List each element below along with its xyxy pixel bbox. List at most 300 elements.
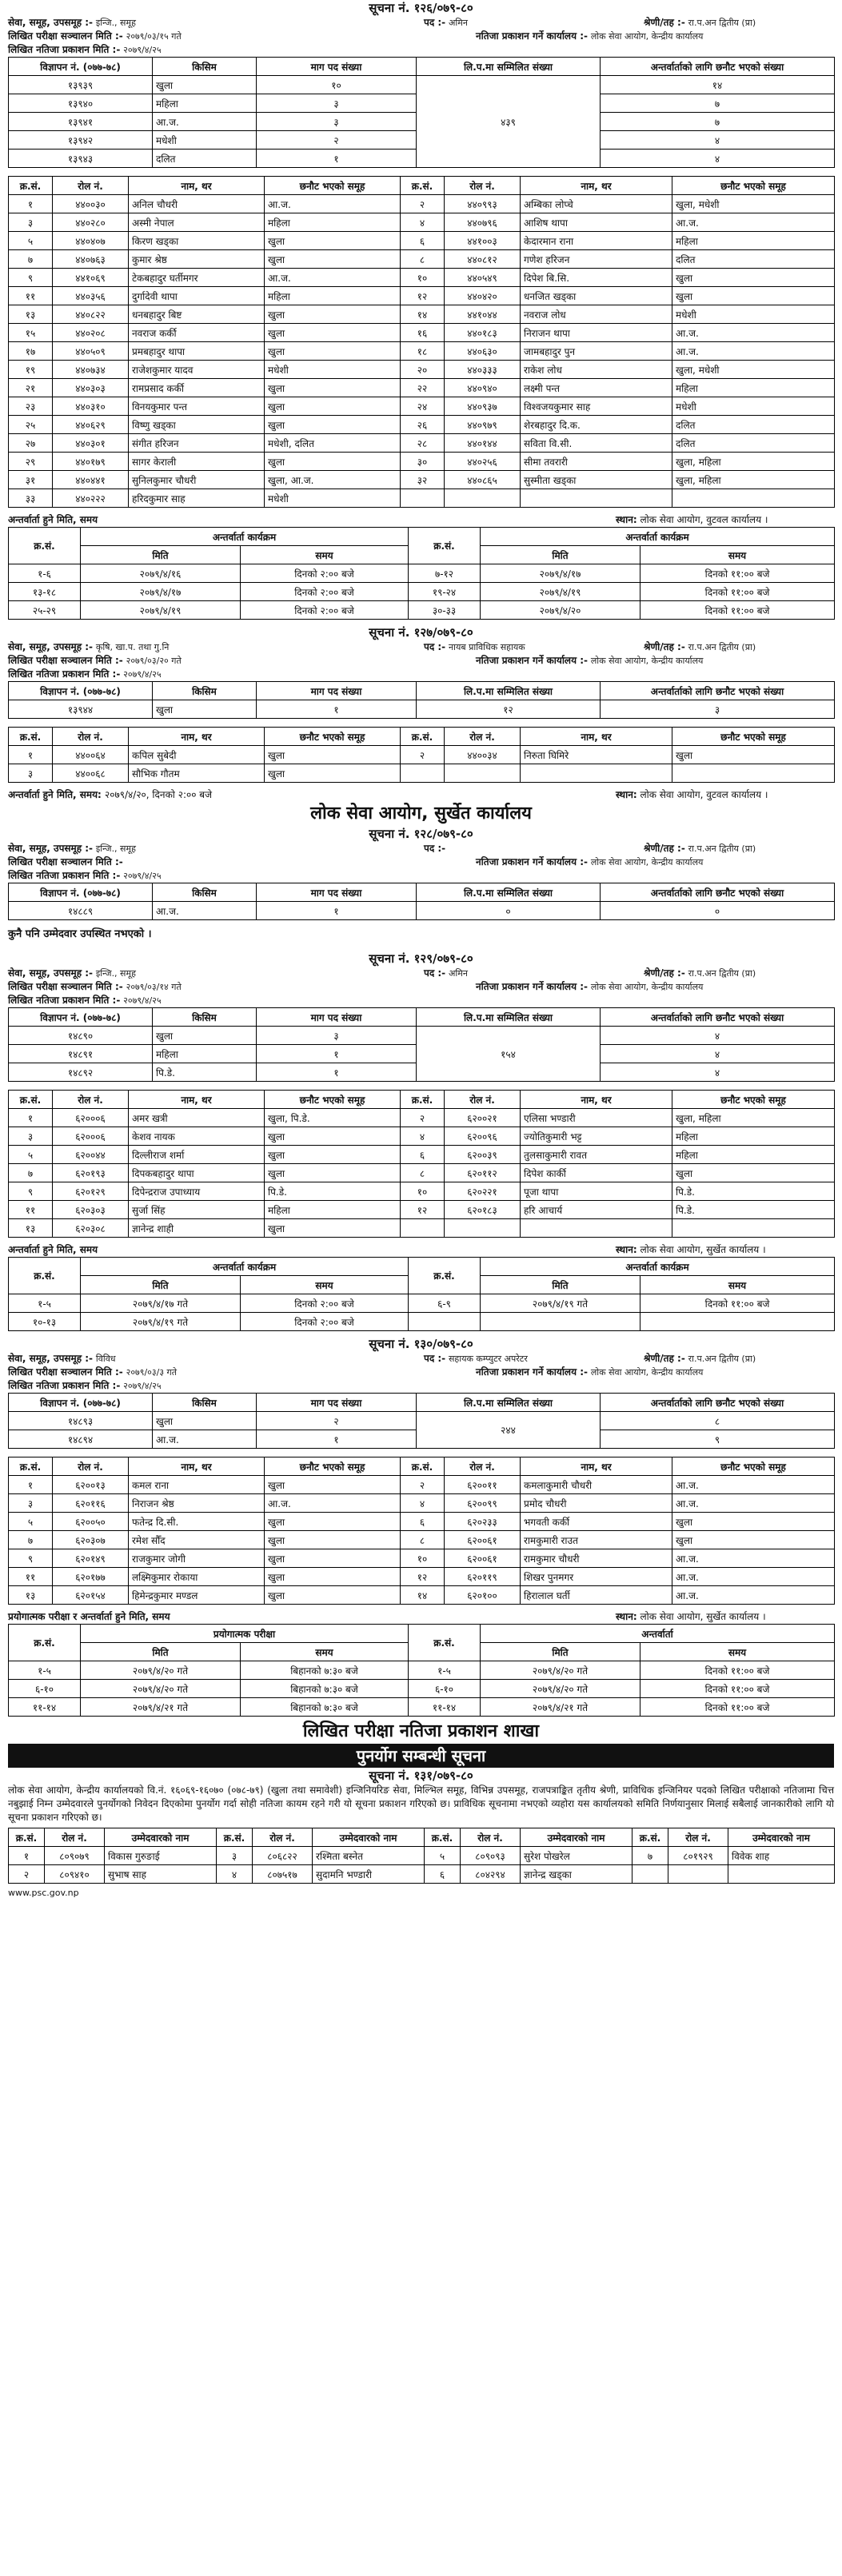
table-cell: महिला: [265, 213, 401, 232]
table-cell: ३: [9, 1494, 53, 1513]
table-row: १३९४१ आ.ज. ३ ७: [9, 113, 835, 131]
table-cell: कपिल सुबेदी: [129, 746, 265, 764]
table-cell: ७: [9, 1164, 53, 1182]
table-cell: सीमा तवरारी: [521, 453, 672, 471]
table-cell: ६२०००६: [53, 1109, 129, 1127]
table-cell: ४४०७६३: [53, 250, 129, 269]
table-cell: खुला: [265, 416, 401, 434]
table-cell: कुमार श्रेष्ठ: [129, 250, 265, 269]
info-row: सेवा, समूह, उपसमूह :- इन्जि., समूह पद :- अमिन श्रेणी/तह :- रा.प.अन द्वितीय (प्रा): [8, 967, 756, 979]
table-cell: ४४०४४१: [53, 471, 129, 489]
info-row: लिखित नतिजा प्रकाशन मिति :- २०७९/४/२५: [8, 870, 162, 881]
info-row: लिखित परीक्षा सञ्चालन मिति :- २०७९/०३/२० गते नतिजा प्रकाशन गर्ने कार्यालय :- लोक सेवा आयोग, केन्द्रीय कार्यालय: [8, 655, 704, 666]
table-cell: महिला: [672, 232, 835, 250]
table-cell: आ.ज.: [672, 324, 835, 342]
table-cell: खुला: [265, 764, 401, 783]
branch-heading: लिखित परीक्षा नतिजा प्रकाशन शाखा: [302, 1721, 540, 1741]
table-cell: खुला: [672, 1513, 835, 1531]
table-cell: कमलाकुमारी चौधरी: [521, 1476, 672, 1494]
table-cell: ४४०१४४: [445, 434, 521, 453]
table-row: ११-१४ २०७९/४/२१ गते बिहानको ७:३० बजे ११-१४ २०७९/४/२१ गते दिनको ११:०० बजे: [9, 1698, 835, 1717]
table-cell: दिपेश कार्की: [521, 1164, 672, 1182]
table-cell: खुला: [265, 1586, 401, 1605]
table-cell: खुला, महिला: [672, 453, 835, 471]
table-cell: आ.ज.: [672, 1586, 835, 1605]
table-cell: केदारमान राना: [521, 232, 672, 250]
table-cell: नवराज लोध: [521, 305, 672, 324]
table-cell: खुला: [265, 324, 401, 342]
table-cell: ६२००३९: [445, 1146, 521, 1164]
table-row: [9, 1182, 835, 1201]
notice-page: [8, 0, 834, 1900]
table-row: ६-१० २०७९/४/२० गते बिहानको ७:३० बजे ६-१० २०७९/४/२० गते दिनको ११:०० बजे: [9, 1680, 835, 1698]
table-cell: सुनिलकुमार चौधरी: [129, 471, 265, 489]
table-cell: १३: [9, 1586, 53, 1605]
table-cell: १३: [9, 1219, 53, 1238]
table-cell: ९: [9, 1549, 53, 1568]
table-cell: ९: [9, 269, 53, 287]
table-cell: ४४००६८: [53, 764, 129, 783]
table-cell: २५: [9, 416, 53, 434]
table-cell: मधेशी: [265, 361, 401, 379]
table-cell: सुस्मीता खड्का: [521, 471, 672, 489]
table-cell: १४: [401, 305, 445, 324]
table-cell: विष्णु खड्का: [129, 416, 265, 434]
table-cell: १९: [9, 361, 53, 379]
table-cell: ६२०३०३: [53, 1201, 129, 1219]
notice-title: सूचना नं. १३०/०७९-८०: [369, 1337, 473, 1351]
table-cell: खुला, महिला: [672, 471, 835, 489]
table-row: १३९४० महिला ३ ७: [9, 94, 835, 113]
table-cell: ६२०१७७: [53, 1568, 129, 1586]
table-cell: महिला: [672, 379, 835, 397]
table-row: [9, 269, 835, 287]
table-cell: ९: [9, 1182, 53, 1201]
table-cell: १०: [401, 1182, 445, 1201]
info-row: सेवा, समूह, उपसमूह :- विविध पद :- सहायक कम्प्युटर अपरेटर श्रेणी/तह :- रा.प.अन द्वितीय (प्रा): [8, 1353, 756, 1364]
table-cell: दिपेश बि.सि.: [521, 269, 672, 287]
table-cell: १५: [9, 324, 53, 342]
table-cell: हिमेन्द्रकुमार मण्डल: [129, 1586, 265, 1605]
table-row: [9, 1219, 835, 1238]
table-cell: राजेशकुमार यादव: [129, 361, 265, 379]
table-cell: ४४०६३०: [445, 342, 521, 361]
table-row: [9, 489, 835, 508]
table-row: १३९४४ खुला १ १२ ३: [9, 700, 835, 719]
table-row: [9, 195, 835, 213]
table-cell: खुला: [672, 287, 835, 305]
table-row: [9, 1476, 835, 1494]
table-row: १३९३९ खुला १० ४३९ १४: [9, 76, 835, 94]
table-cell: ११: [9, 1201, 53, 1219]
revaluation-banner: पुनर्योग सम्बन्धी सूचना: [8, 1744, 834, 1768]
table-cell: आशिष थापा: [521, 213, 672, 232]
table-cell: ६२०११२: [445, 1164, 521, 1182]
info-row: लिखित नतिजा प्रकाशन मिति :- २०७९/४/२५: [8, 1380, 162, 1391]
advertisement-table: विज्ञापन नं. (०७७-७८) किसिम माग पद संख्या लि.प.मा सम्मिलित संख्या अन्तर्वार्ताको लागि छनौट भएको संख्या १४८९३ खुला २ २४४ ८ १४८९४ आ.ज. १ ९: [8, 1393, 835, 1449]
table-cell: ४४०७३४: [53, 361, 129, 379]
table-cell: ४४०८२२: [53, 305, 129, 324]
table-row: १ ८०९०७९ विकास गुरुङाई ३ ८०६८२२ रश्मिता बस्नेत ५ ८०९०९३ सुरेश पोखरेल ७ ८०१९२९ विवेक शाह: [9, 1847, 835, 1865]
table-cell: आ.ज.: [265, 195, 401, 213]
table-cell: २९: [9, 453, 53, 471]
table-cell: ४४०९३७: [445, 397, 521, 416]
table-row: [9, 1109, 835, 1127]
table-cell: [521, 764, 672, 783]
table-cell: ४४१००३: [445, 232, 521, 250]
notice-title: सूचना नं. १२९/०७९-८०: [369, 951, 473, 966]
table-cell: खुला, मधेशी: [672, 361, 835, 379]
table-cell: १८: [401, 342, 445, 361]
table-cell: ३३: [9, 489, 53, 508]
table-row: [9, 305, 835, 324]
table-cell: नवराज कर्की: [129, 324, 265, 342]
table-cell: ४४०६२९: [53, 416, 129, 434]
table-cell: पूजा थापा: [521, 1182, 672, 1201]
table-cell: खुला: [265, 1164, 401, 1182]
table-row: १४८९३ खुला २ २४४ ८: [9, 1412, 835, 1430]
table-row: [9, 434, 835, 453]
table-row: [9, 764, 835, 783]
table-cell: आ.ज.: [672, 342, 835, 361]
table-cell: खुला: [265, 1531, 401, 1549]
table-cell: खुला, आ.ज.: [265, 471, 401, 489]
table-cell: ४४०९७९: [445, 416, 521, 434]
table-cell: मधेशी: [672, 397, 835, 416]
table-cell: १२: [401, 1568, 445, 1586]
table-cell: २: [401, 195, 445, 213]
table-cell: खुला, महिला: [672, 1109, 835, 1127]
table-cell: ४४०५०९: [53, 342, 129, 361]
table-cell: ६२००२१: [445, 1109, 521, 1127]
table-cell: लक्ष्मी पन्त: [521, 379, 672, 397]
interview-table: क्र.सं. अन्तर्वार्ता कार्यक्रम क्र.सं. अन्तर्वार्ता कार्यक्रम मिति समय मिति समय १-५ २०७९/४/१७ गते दिनको २:०० बजे ६-९ २०७९/४/१९ गते दिनको ११:०० बजे १०-१३ २०७९/४/१९ गते दिनको २:०० बजे: [8, 1257, 835, 1331]
table-cell: ४४०२०८: [53, 324, 129, 342]
table-row: [9, 416, 835, 434]
table-cell: ४४०७९६: [445, 213, 521, 232]
table-cell: ४४०३५६: [53, 287, 129, 305]
office-heading: लोक सेवा आयोग, सुर्खेत कार्यालय: [310, 804, 532, 823]
table-row: [9, 1586, 835, 1605]
table-cell: ४४०३०३: [53, 379, 129, 397]
table-cell: २२: [401, 379, 445, 397]
table-cell: १: [9, 1476, 53, 1494]
table-cell: ज्योतिकुमारी भट्ट: [521, 1127, 672, 1146]
candidate-table: क्र.सं. रोल नं. नाम, थर छनौट भएको समूह क्र.सं. रोल नं. नाम, थर छनौट भएको समूह १ ६२००१३ कमल राना खुला २ ६२००११ कमलाकुमारी चौधरी आ.ज. ३ ६२०११६ निराजन श्रेष्ठ आ.ज. ४ ६२००९९ प्रमोद चौधरी आ.ज. ५ ६२००५० फतेन्द्र दि.सी. खुला ६ ६२०२३३ भगवती कर्की खुला ७ ६२०३०७ रमेश सौँद खुला ८ ६२००६१ रामकुमारी राउत खुला ९ ६२०१४९ राजकुमार जोगी खुला १० ६२००६१ रामकुमार चौधरी आ.ज. ११ ६२०१७७ लक्ष्मिकुमार रोकाया खुला १२ ६२०११९ शिखर पुनमगर आ.ज. १३ ६२०१५४ हिमेन्द्रकुमार मण्डल खुला १४ ६२०१०० हिरालाल घर्ती आ.ज.: [8, 1457, 835, 1605]
table-cell: ३: [9, 213, 53, 232]
table-cell: ४: [401, 1127, 445, 1146]
table-cell: ४४०२२२: [53, 489, 129, 508]
table-row: १०-१३ २०७९/४/१९ गते दिनको २:०० बजे: [9, 1313, 835, 1331]
table-cell: ४४०३३३: [445, 361, 521, 379]
table-cell: दिपेन्द्रराज उपाध्याय: [129, 1182, 265, 1201]
table-cell: [445, 1219, 521, 1238]
table-cell: खुला: [265, 379, 401, 397]
table-cell: १: [9, 1109, 53, 1127]
table-cell: ४४०४०७: [53, 232, 129, 250]
table-cell: ६२००९९: [445, 1494, 521, 1513]
table-row: १४८९० खुला ३ १५४ ४: [9, 1027, 835, 1045]
table-cell: खुला: [265, 1568, 401, 1586]
table-cell: दलित: [672, 416, 835, 434]
table-cell: २६: [401, 416, 445, 434]
table-cell: रामकुमार चौधरी: [521, 1549, 672, 1568]
table-cell: [445, 489, 521, 508]
table-cell: शेरबहादुर दि.क.: [521, 416, 672, 434]
footer-url: www.psc.gov.np: [8, 1888, 79, 1898]
table-cell: निराजन श्रेष्ठ: [129, 1494, 265, 1513]
table-cell: ६२००४४: [53, 1146, 129, 1164]
table-row: १३-१८ २०७९/४/१७ दिनको २:०० बजे १९-२४ २०७९/४/१९ दिनको ११:०० बजे: [9, 583, 835, 601]
table-row: [9, 1531, 835, 1549]
table-cell: ६२०३०८: [53, 1219, 129, 1238]
table-cell: आ.ज.: [672, 213, 835, 232]
practical-table: क्र.सं. प्रयोगात्मक परीक्षा क्र.सं. अन्तर्वार्ता मिति समय मिति समय १-५ २०७९/४/२० गते बिहानको ७:३० बजे १-५ २०७९/४/२० गते दिनको ११:०० बजे ६-१० २०७९/४/२० गते बिहानको ७:३० बजे ६-१० २०७९/४/२० गते दिनको ११:०० बजे ११-१४ २०७९/४/२१ गते बिहानको ७:३० बजे ११-१४ २०७९/४/२१ गते दिनको ११:०० बजे: [8, 1624, 835, 1717]
table-cell: ८: [401, 250, 445, 269]
table-cell: आ.ज.: [672, 1476, 835, 1494]
table-cell: खुला: [265, 250, 401, 269]
revaluation-table: क्र.सं. रोल नं. उम्मेदवारको नाम क्र.सं. रोल नं. उम्मेदवारको नाम क्र.सं. रोल नं. उम्मेदवारको नाम क्र.सं. रोल नं. उम्मेदवारको नाम १ ८०९०७९ विकास गुरुङाई ३ ८०६८२२ रश्मिता बस्नेत ५ ८०९०९३ सुरेश पोखरेल ७ ८०१९२९ विवेक शाह २ ८०९४१० सुभाष साह ४ ८०७५१७ सुदामनि भण्डारी ६ ८०४२९४ ज्ञानेन्द्र खड्का: [8, 1828, 835, 1884]
table-cell: ६२०१००: [445, 1586, 521, 1605]
table-cell: खुला: [265, 1219, 401, 1238]
table-cell: रमेश सौँद: [129, 1531, 265, 1549]
table-cell: खुला: [265, 397, 401, 416]
table-cell: २: [401, 1476, 445, 1494]
table-cell: महिला: [672, 1146, 835, 1164]
info-row: सेवा, समूह, उपसमूह :- कृषि, खा.प. तथा गु.नि पद :- नायब प्राविधिक सहायक श्रेणी/तह :- रा.प.अन द्वितीय (प्रा): [8, 641, 756, 652]
table-cell: ६२०११९: [445, 1568, 521, 1586]
table-cell: ३: [9, 1127, 53, 1146]
table-cell: ४४०९४०: [445, 379, 521, 397]
table-cell: ६२००६१: [445, 1531, 521, 1549]
table-cell: ४४०८१२: [445, 250, 521, 269]
table-cell: ४४०२५६: [445, 453, 521, 471]
table-row: [9, 287, 835, 305]
table-cell: शिखर पुनमगर: [521, 1568, 672, 1586]
table-cell: दुर्गादेवी थापा: [129, 287, 265, 305]
table-cell: टेकबहादुर घर्तीमगर: [129, 269, 265, 287]
table-cell: ४४०८६५: [445, 471, 521, 489]
table-cell: हरि आचार्य: [521, 1201, 672, 1219]
table-row: [9, 1513, 835, 1531]
table-cell: २८: [401, 434, 445, 453]
info-row: लिखित परीक्षा सञ्चालन मिति :- २०७९/०३/१४ गते नतिजा प्रकाशन गर्ने कार्यालय :- लोक सेवा आयोग, केन्द्रीय कार्यालय: [8, 981, 704, 992]
table-cell: [521, 1219, 672, 1238]
table-row: १३९४२ मधेशी २ ४: [9, 131, 835, 150]
table-cell: [445, 764, 521, 783]
table-cell: आ.ज.: [672, 1549, 835, 1568]
table-cell: ८: [401, 1531, 445, 1549]
table-cell: २०: [401, 361, 445, 379]
interview-table: क्र.सं. अन्तर्वार्ता कार्यक्रम क्र.सं. अन्तर्वार्ता कार्यक्रम मिति समय मिति समय १-६ २०७९/४/१६ दिनको २:०० बजे ७-१२ २०७९/४/१७ दिनको ११:०० बजे १३-१८ २०७९/४/१७ दिनको २:०० बजे १९-२४ २०७९/४/१९ दिनको ११:०० बजे २५-२९ २०७९/४/१९ दिनको २:०० बजे ३०-३३ २०७९/४/२० दिनको ११:०० बजे: [8, 527, 835, 620]
table-cell: खुला, मधेशी: [672, 195, 835, 213]
table-row: [9, 471, 835, 489]
table-cell: १६: [401, 324, 445, 342]
table-cell: कमल राना: [129, 1476, 265, 1494]
table-cell: अम्बिका लोप्चे: [521, 195, 672, 213]
table-cell: १२: [401, 287, 445, 305]
table-cell: ज्ञानेन्द्र शाही: [129, 1219, 265, 1238]
table-row: [9, 1494, 835, 1513]
info-row: सेवा, समूह, उपसमूह :- इन्जि., समूह पद :- श्रेणी/तह :- रा.प.अन द्वितीय (प्रा): [8, 843, 756, 854]
table-cell: २३: [9, 397, 53, 416]
table-cell: खुला: [265, 1549, 401, 1568]
table-cell: ५: [9, 1513, 53, 1531]
table-cell: [672, 489, 835, 508]
table-cell: ६२०२२१: [445, 1182, 521, 1201]
table-cell: ५: [9, 1146, 53, 1164]
table-cell: खुला: [265, 453, 401, 471]
table-cell: ४४१०४४: [445, 305, 521, 324]
table-cell: ६: [401, 1513, 445, 1531]
table-cell: प्रमबहादुर थापा: [129, 342, 265, 361]
table-cell: २१: [9, 379, 53, 397]
table-cell: १३: [9, 305, 53, 324]
table-row: १-६ २०७९/४/१६ दिनको २:०० बजे ७-१२ २०७९/४/१७ दिनको ११:०० बजे: [9, 564, 835, 583]
table-cell: ६२००१३: [53, 1476, 129, 1494]
table-cell: ४४१०६९: [53, 269, 129, 287]
info-row: लिखित नतिजा प्रकाशन मिति :- २०७९/४/२५: [8, 995, 162, 1006]
table-cell: खुला: [672, 746, 835, 764]
info-row: लिखित परीक्षा सञ्चालन मिति :- नतिजा प्रकाशन गर्ने कार्यालय :- लोक सेवा आयोग, केन्द्रीय कार्यालय: [8, 856, 704, 867]
table-cell: मधेशी: [672, 305, 835, 324]
table-cell: महिला: [672, 1127, 835, 1146]
table-cell: ६: [401, 232, 445, 250]
table-cell: ६२०१२९: [53, 1182, 129, 1201]
table-cell: पि.डे.: [265, 1182, 401, 1201]
table-cell: फतेन्द्र दि.सी.: [129, 1513, 265, 1531]
table-cell: ४४०१८३: [445, 324, 521, 342]
table-cell: ३: [9, 764, 53, 783]
table-cell: खुला: [672, 269, 835, 287]
table-cell: आ.ज.: [672, 1494, 835, 1513]
table-cell: ६२००६१: [445, 1549, 521, 1568]
table-cell: खुला: [265, 342, 401, 361]
table-cell: राजकुमार जोगी: [129, 1549, 265, 1568]
table-cell: दलित: [672, 434, 835, 453]
table-cell: ५: [9, 232, 53, 250]
table-cell: ६२०१९३: [53, 1164, 129, 1182]
table-cell: १०: [401, 1549, 445, 1568]
table-cell: आ.ज.: [265, 1494, 401, 1513]
table-row: १४८९४ आ.ज. १ ९: [9, 1430, 835, 1449]
table-cell: ४४०९९३: [445, 195, 521, 213]
table-cell: आ.ज.: [672, 1568, 835, 1586]
table-cell: १: [9, 195, 53, 213]
candidate-table: क्र.सं. रोल नं. नाम, थर छनौट भएको समूह क्र.सं. रोल नं. नाम, थर छनौट भएको समूह १ ४४००६४ कपिल सुबेदी खुला २ ४४००३४ निरुता घिमिरे खुला ३ ४४००६८ सौभिक गौतम खुला: [8, 727, 835, 783]
table-row: १४८९२ पि.डे. १ ४: [9, 1063, 835, 1082]
notice-title: सूचना नं. १२६/०७९-८०: [369, 1, 473, 15]
table-cell: सौभिक गौतम: [129, 764, 265, 783]
table-cell: गणेश हरिजन: [521, 250, 672, 269]
table-cell: सागर केराली: [129, 453, 265, 471]
table-cell: धनजित खड्का: [521, 287, 672, 305]
advertisement-table: विज्ञापन नं. (०७७-७८) किसिम माग पद संख्या लि.प.मा सम्मिलित संख्या अन्तर्वार्ताको लागि छनौट भएको संख्या १३९४४ खुला १ १२ ३: [8, 681, 835, 719]
table-cell: ११: [9, 287, 53, 305]
table-row: [9, 324, 835, 342]
table-cell: [401, 764, 445, 783]
table-cell: १: [9, 746, 53, 764]
table-cell: [521, 489, 672, 508]
table-cell: महिला: [265, 287, 401, 305]
notice-title: सूचना नं. १३१/०७९-८०: [369, 1769, 473, 1783]
table-cell: ६२०३०७: [53, 1531, 129, 1549]
table-cell: धनबहादुर बिष्ट: [129, 305, 265, 324]
table-cell: २४: [401, 397, 445, 416]
advertisement-table: विज्ञापन नं. (०७७-७८) किसिम माग पद संख्या लि.प.मा सम्मिलित संख्या अन्तर्वार्ताको लागि छनौट भएको संख्या १४८९० खुला ३ १५४ ४ १४८९१ महिला १ ४ १४८९२ पि.डे. १ ४: [8, 1007, 835, 1082]
table-cell: २७: [9, 434, 53, 453]
table-row: [9, 1549, 835, 1568]
table-cell: ४४०१७९: [53, 453, 129, 471]
table-cell: खुला: [265, 1146, 401, 1164]
table-cell: १७: [9, 342, 53, 361]
info-row: सेवा, समूह, उपसमूह :- इन्जि., समूह पद :- अमिन श्रेणी/तह :- रा.प.अन द्वितीय (प्रा): [8, 17, 756, 28]
table-row: [9, 746, 835, 764]
table-cell: [672, 764, 835, 783]
practical-heading: प्रयोगात्मक परीक्षा र अन्तर्वार्ता हुने मिति, समय स्थान: लोक सेवा आयोग, सुर्खेत कार्यालय ।: [8, 1611, 766, 1622]
table-cell: प्रमोद चौधरी: [521, 1494, 672, 1513]
table-cell: खुला, पि.डे.: [265, 1109, 401, 1127]
table-cell: खुला: [265, 1127, 401, 1146]
table-cell: खुला: [265, 746, 401, 764]
table-cell: ४४००६४: [53, 746, 129, 764]
table-cell: [401, 489, 445, 508]
interview-heading: अन्तर्वार्ता हुने मिति, समय: २०७९/४/२०, दिनको २:०० बजे स्थान: लोक सेवा आयोग, वुटवल कार्यालय ।: [8, 789, 768, 800]
table-cell: लक्ष्मिकुमार रोकाया: [129, 1568, 265, 1586]
table-cell: ४४०२८०: [53, 213, 129, 232]
table-row: [9, 213, 835, 232]
table-row: [9, 1146, 835, 1164]
table-cell: अस्मी नेपाल: [129, 213, 265, 232]
table-row: [9, 379, 835, 397]
table-cell: ११: [9, 1568, 53, 1586]
table-cell: खुला: [265, 232, 401, 250]
table-cell: विश्वजयकुमार साह: [521, 397, 672, 416]
notice-title: सूचना नं. १२७/०७९-८०: [369, 625, 473, 640]
table-cell: ४४०३०१: [53, 434, 129, 453]
table-cell: ६२०१८३: [445, 1201, 521, 1219]
table-row: [9, 453, 835, 471]
table-cell: खुला: [265, 1476, 401, 1494]
table-cell: ६२०११६: [53, 1494, 129, 1513]
table-cell: [401, 1219, 445, 1238]
table-cell: किरण खड्का: [129, 232, 265, 250]
table-cell: हरिदकुमार साह: [129, 489, 265, 508]
table-cell: पि.डे.: [672, 1182, 835, 1201]
table-cell: आ.ज.: [265, 269, 401, 287]
table-cell: ४४०४२०: [445, 287, 521, 305]
table-cell: ८: [401, 1164, 445, 1182]
table-row: [9, 250, 835, 269]
table-row: १-५ २०७९/४/२० गते बिहानको ७:३० बजे १-५ २०७९/४/२० गते दिनको ११:०० बजे: [9, 1661, 835, 1680]
table-cell: जामबहादुर पुन: [521, 342, 672, 361]
table-cell: निराजन थापा: [521, 324, 672, 342]
table-cell: महिला: [265, 1201, 401, 1219]
table-row: १३९४३ दलित १ ४: [9, 150, 835, 168]
table-cell: अनिल चौधरी: [129, 195, 265, 213]
interview-heading: अन्तर्वार्ता हुने मिति, समय स्थान: लोक सेवा आयोग, सुर्खेत कार्यालय ।: [8, 1244, 766, 1255]
interview-heading: अन्तर्वार्ता हुने मिति, समय स्थान: लोक सेवा आयोग, वुटवल कार्यालय ।: [8, 514, 768, 525]
table-row: [9, 232, 835, 250]
table-cell: सुर्जा सिंह: [129, 1201, 265, 1219]
table-cell: खुला: [672, 1164, 835, 1182]
table-row: १४८९१ महिला १ ४: [9, 1045, 835, 1063]
table-cell: ४४०३१०: [53, 397, 129, 416]
info-row: लिखित नतिजा प्रकाशन मिति :- २०७९/४/२५: [8, 44, 162, 55]
table-cell: ६२०१५४: [53, 1586, 129, 1605]
advertisement-table: विज्ञापन नं. (०७७-७८) किसिम माग पद संख्या लि.प.मा सम्मिलित संख्या अन्तर्वार्ताको लागि छनौट भएको संख्या १४८८९ आ.ज. १ ० ०: [8, 883, 835, 920]
table-cell: सविता वि.सी.: [521, 434, 672, 453]
